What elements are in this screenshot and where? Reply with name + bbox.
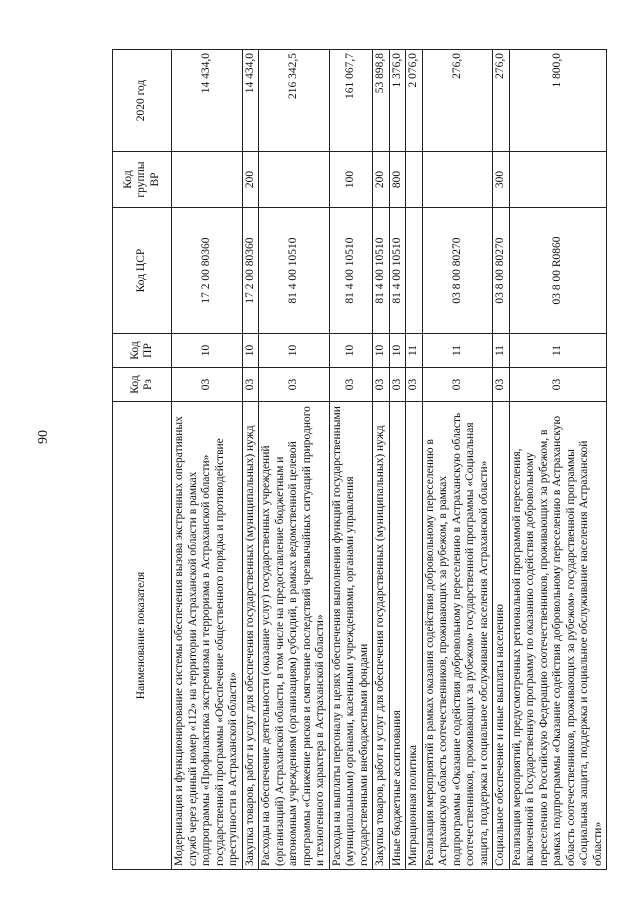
table-row [422, 50, 493, 870]
cell-rz: 03 [509, 368, 607, 402]
header-year: 2020 год [113, 50, 172, 152]
cell-amount: 2 076,0 [406, 50, 423, 152]
cell-name: Иные бюджетные ассигнования [389, 402, 406, 870]
cell-pr: 11 [509, 334, 607, 368]
table-row [389, 50, 406, 870]
cell-pr: 10 [329, 334, 373, 368]
cell-amount: 14 434,0 [242, 50, 259, 152]
cell-name: Закупка товаров, работ и услуг для обеспечения государственных (муниципальных) нужд [373, 402, 390, 870]
cell-csr: 81 4 00 10510 [389, 208, 406, 334]
cell-vr [422, 152, 493, 208]
table-row [373, 50, 390, 870]
cell-rz: 03 [389, 368, 406, 402]
cell-amount: 53 898,8 [373, 50, 390, 152]
cell-vr [406, 152, 423, 208]
header-pr: Код ПР [113, 334, 172, 368]
cell-name: Расходы на выплаты персоналу в целях обеспечения выполнения функций государственными (муниципальными) органами, казенными учреждениями, органами управления государственными внебюджетными фондами [329, 402, 373, 870]
cell-pr: 10 [172, 334, 243, 368]
cell-vr [172, 152, 243, 208]
cell-vr: 200 [373, 152, 390, 208]
cell-rz: 03 [329, 368, 373, 402]
cell-vr [259, 152, 330, 208]
cell-rz: 03 [406, 368, 423, 402]
cell-csr: 17 2 00 80360 [172, 208, 243, 334]
cell-rz: 03 [373, 368, 390, 402]
budget-table [112, 49, 607, 870]
cell-pr: 10 [242, 334, 259, 368]
header-rz: Код Рз [113, 368, 172, 402]
cell-rz: 03 [259, 368, 330, 402]
header-vr: Код группы ВР [113, 152, 172, 208]
header-csr: Код ЦСР [113, 208, 172, 334]
cell-pr: 11 [422, 334, 493, 368]
cell-vr: 300 [493, 152, 510, 208]
cell-name: Расходы на обеспечение деятельности (оказание услуг) государственных учреждений (организаций) Астраханской области, в том числе на предоставление бюджетным и автономным учреждениям (организациям) субсидий, в рамках ведомственной целевой программы «Снижение рисков и смягчение последствий чрезвычайных ситуаций природного и техногенного характера в Астраханской области» [259, 402, 330, 870]
table-row [242, 50, 259, 870]
table-row [406, 50, 423, 870]
table-row [172, 50, 243, 870]
cell-csr: 17 2 00 80360 [242, 208, 259, 334]
rotated-table-container [112, 50, 604, 870]
cell-csr: 03 8 00 R0860 [509, 208, 607, 334]
cell-rz: 03 [242, 368, 259, 402]
cell-csr: 81 4 00 10510 [259, 208, 330, 334]
table-header-row [113, 50, 172, 870]
cell-pr: 11 [493, 334, 510, 368]
cell-vr [509, 152, 607, 208]
cell-name: Миграционная политика [406, 402, 423, 870]
cell-name: Социальное обеспечение и иные выплаты населению [493, 402, 510, 870]
table-row [509, 50, 607, 870]
cell-amount: 276,0 [422, 50, 493, 152]
cell-amount: 161 067,7 [329, 50, 373, 152]
cell-name: Реализация мероприятий в рамках оказания содействия добровольному переселению в Астраханскую область соотечественников, проживающих за рубежом, в рамках подпрограммы «Оказание содействия добровольному переселению в Астраханскую область соотечественников, проживающих за рубежом» государственной программы «Социальная защита, поддержка и социальное обслуживание населения Астраханской области» [422, 402, 493, 870]
cell-vr: 800 [389, 152, 406, 208]
cell-amount: 14 434,0 [172, 50, 243, 152]
cell-name: Модернизация и функционирование системы обеспечения вызова экстренных оперативных служб через единый номер «112» на территории Астраханской области в рамках подпрограммы «Профилактика экстремизма и терроризма в Астраханской области» государственной программы «Обеспечение общественного порядка и противодействие преступности в Астраханской области» [172, 402, 243, 870]
cell-amount: 1 376,0 [389, 50, 406, 152]
cell-name: Закупка товаров, работ и услуг для обеспечения государственных (муниципальных) нужд [242, 402, 259, 870]
cell-amount: 216 342,5 [259, 50, 330, 152]
table-row [493, 50, 510, 870]
cell-pr: 10 [389, 334, 406, 368]
cell-rz: 03 [493, 368, 510, 402]
cell-vr: 200 [242, 152, 259, 208]
cell-pr: 11 [406, 334, 423, 368]
cell-csr: 81 4 00 10510 [373, 208, 390, 334]
cell-amount: 1 800,0 [509, 50, 607, 152]
cell-csr: 03 8 00 80270 [493, 208, 510, 334]
header-name: Наименование показателя [113, 402, 172, 870]
cell-csr: 81 4 00 10510 [329, 208, 373, 334]
cell-rz: 03 [422, 368, 493, 402]
cell-vr: 100 [329, 152, 373, 208]
table-row [329, 50, 373, 870]
cell-name: Реализация мероприятий, предусмотренных региональной программой переселения, включенной в Государственную программу по оказанию содействия добровольному переселению в Российскую Федерацию соотечественников, проживающих за рубежом, в рамках подпрограммы «Оказание содействия добровольному переселению в Астраханскую область соотечественников, проживающих за рубежом» государственной программы «Социальная защита, поддержка и социальное обслуживание населения Астраханской области» [509, 402, 607, 870]
page-number: 90 [36, 430, 51, 444]
cell-csr: 03 8 00 80270 [422, 208, 493, 334]
table-row [259, 50, 330, 870]
cell-csr [406, 208, 423, 334]
cell-pr: 10 [373, 334, 390, 368]
cell-rz: 03 [172, 368, 243, 402]
cell-amount: 276,0 [493, 50, 510, 152]
cell-pr: 10 [259, 334, 330, 368]
